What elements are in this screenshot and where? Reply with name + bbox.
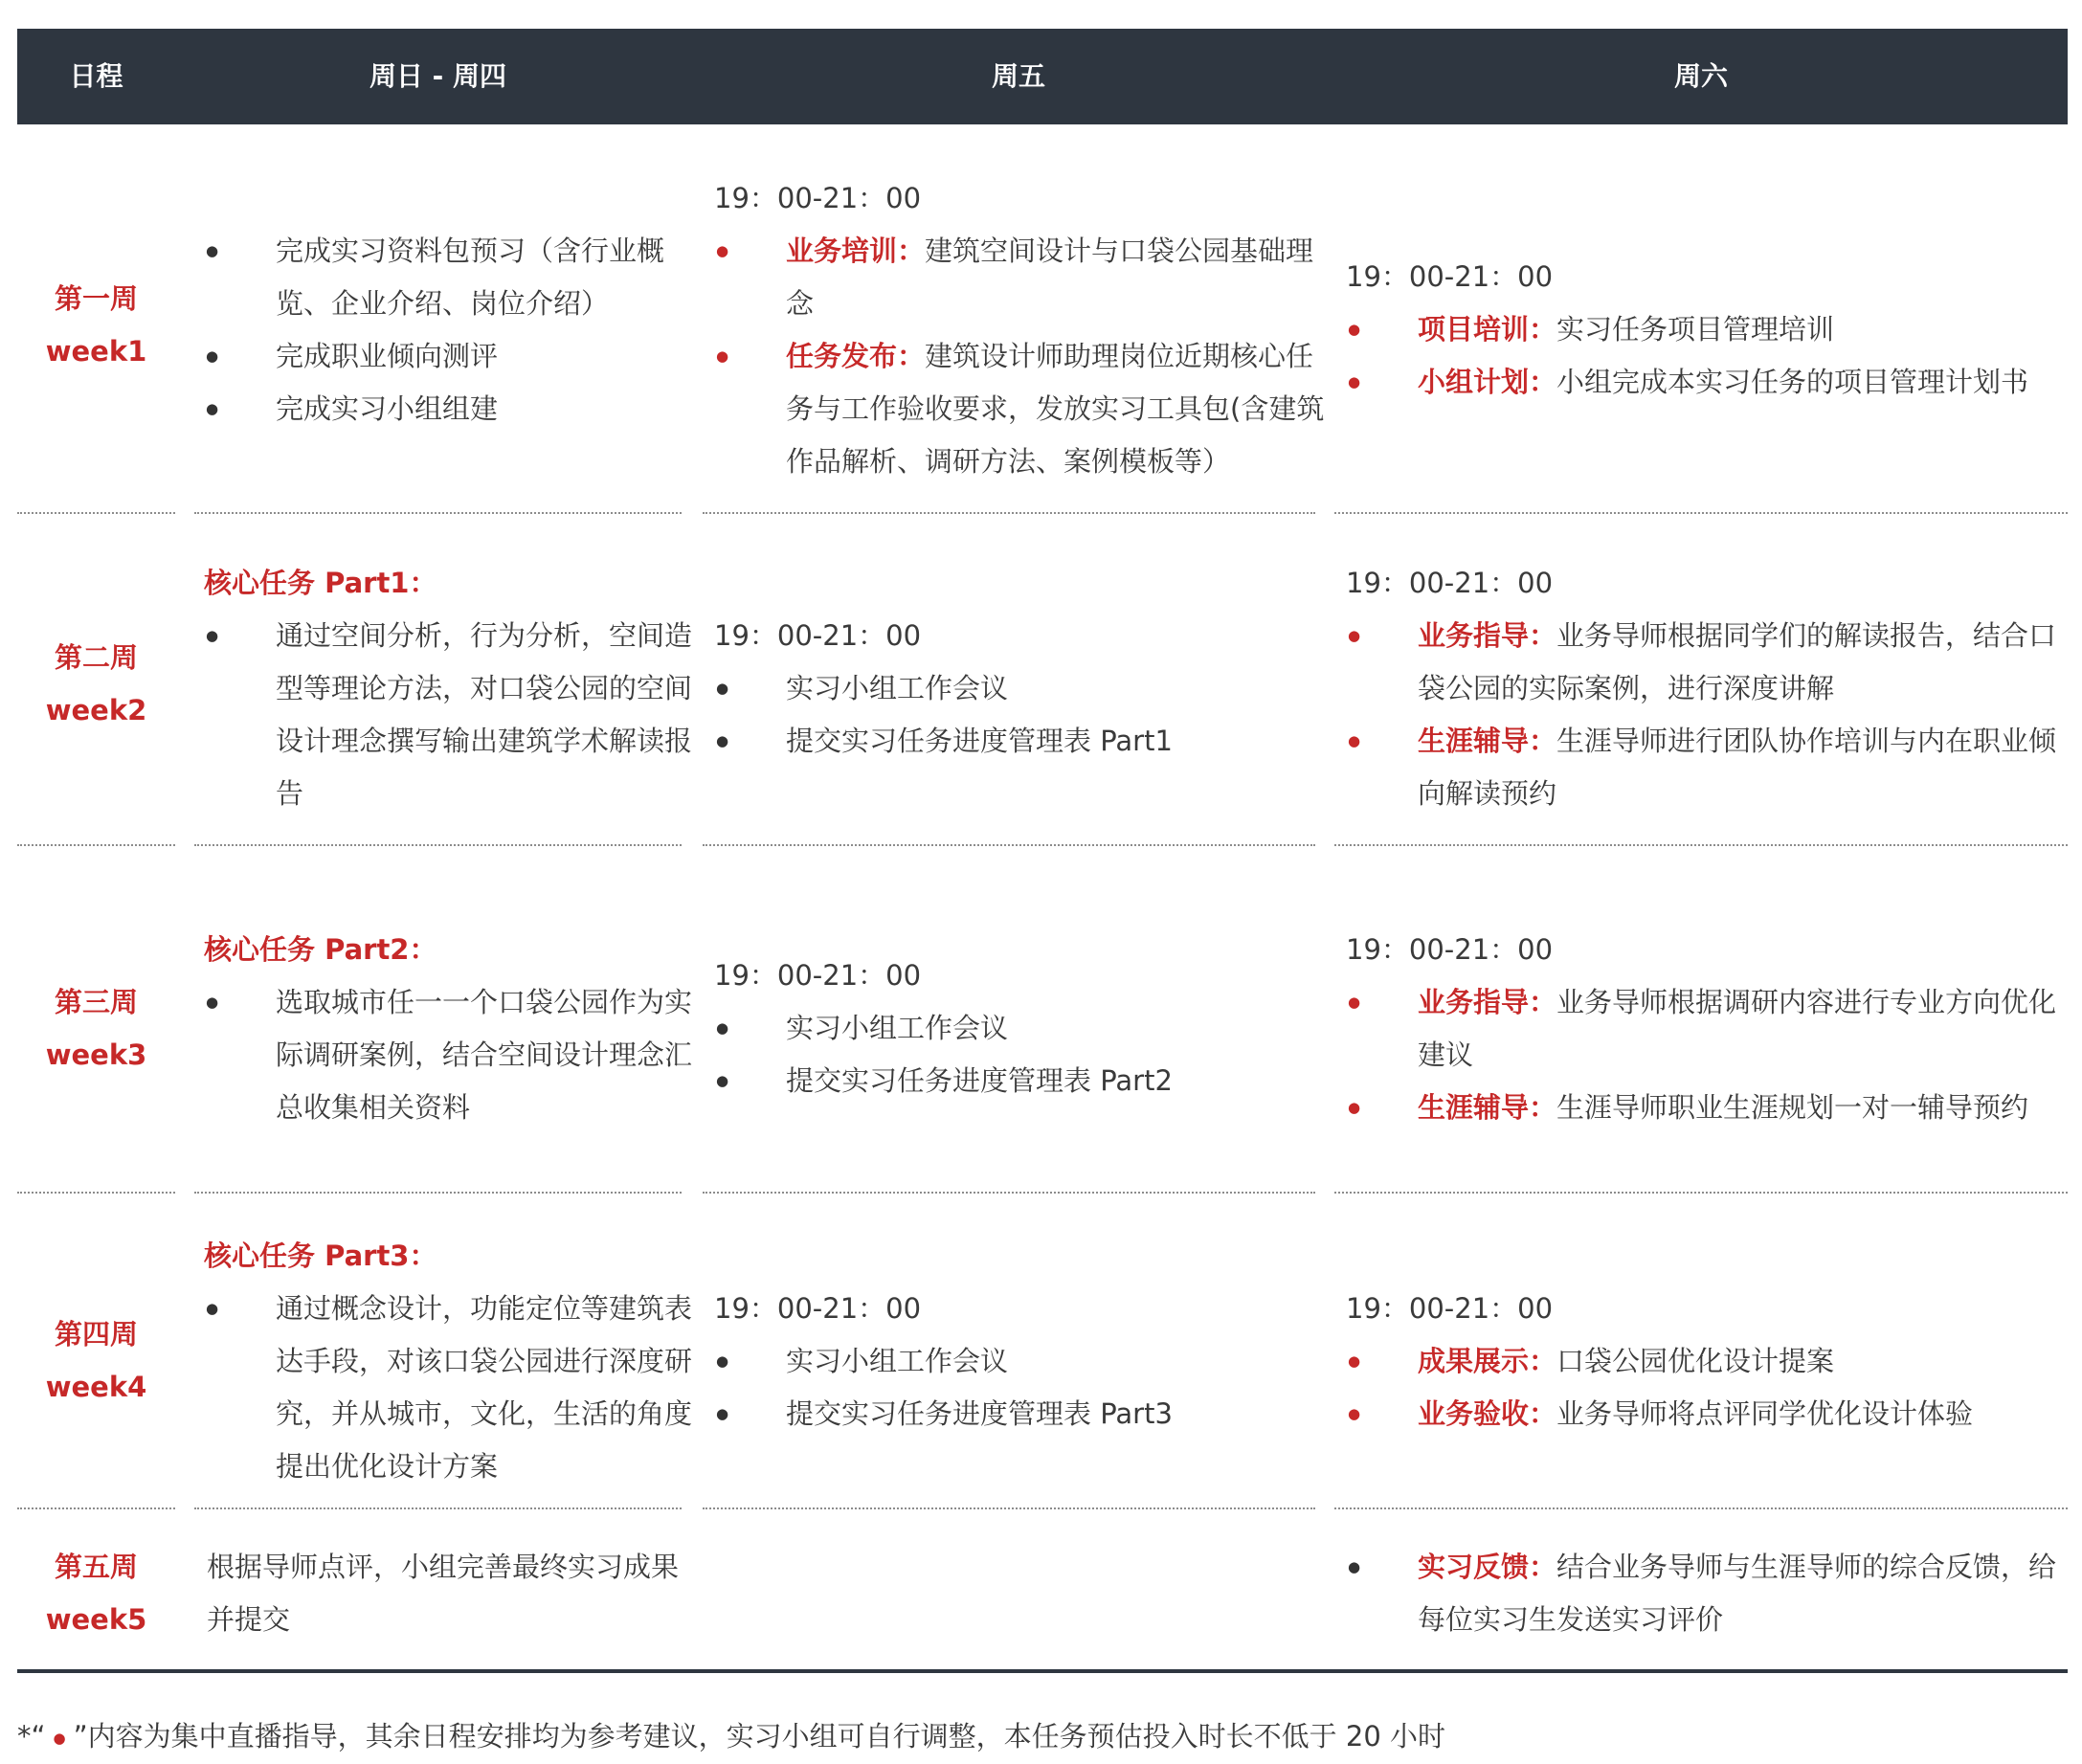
session-text: 业务导师根据同学们的解读报告，结合口袋公园的实际案例，进行深度讲解 <box>1418 619 2057 704</box>
task-item: ● 完成职业倾向测评 <box>204 330 692 383</box>
core-task-title: 核心任务 Part2： <box>204 933 437 966</box>
schedule-table <box>17 29 2068 1673</box>
task-item: ● 完成实习小组组建 <box>204 383 692 435</box>
task-item: ● 实习小组工作会议 <box>714 1002 1327 1055</box>
table-header <box>17 29 2068 124</box>
session-text: 建筑空间设计与口袋公园基础理念 <box>786 234 1314 320</box>
row-divider <box>1334 1192 2068 1194</box>
session-text: 生涯导师进行团队协作培训与内在职业倾向解读预约 <box>1418 725 2057 810</box>
header-sat: 周六 <box>1673 60 1728 92</box>
header-schedule: 日程 <box>69 60 123 92</box>
session-label: 成果展示： <box>1418 1345 1557 1377</box>
session-item <box>1346 356 2064 409</box>
week-label-cn: 第四周 <box>54 1318 138 1351</box>
row-divider <box>1334 1507 2068 1509</box>
session-label: 生涯辅导： <box>1418 1091 1557 1124</box>
session-text: 生涯导师职业生涯规划一对一辅导预约 <box>1556 1091 2029 1124</box>
session-label: 小组计划： <box>1418 366 1557 398</box>
core-task-title: 核心任务 Part3： <box>204 1239 437 1272</box>
week3-sun-thu <box>204 924 692 1134</box>
week1-sat <box>1346 251 2064 409</box>
session-time: 19：00-21：00 <box>714 959 922 992</box>
session-time: 19：00-21：00 <box>1346 1292 1554 1325</box>
core-task-title: 核心任务 Part1： <box>204 567 437 599</box>
session-text: 小组完成本实习任务的项目管理计划书 <box>1556 366 2029 398</box>
session-time: 19：00-21：00 <box>1346 260 1554 293</box>
week1-sun-thu <box>204 225 692 435</box>
footnote <box>17 1715 1445 1754</box>
session-text: 业务导师根据调研内容进行专业方向优化建议 <box>1418 986 2057 1071</box>
row-divider <box>17 1507 175 1509</box>
week-label <box>17 632 175 737</box>
task-item: ● 实习小组工作会议 <box>714 662 1327 715</box>
session-item <box>714 330 1327 488</box>
week5-sat <box>1346 1541 2064 1646</box>
task-item: ● 实习小组工作会议 <box>714 1335 1327 1388</box>
session-time: 19：00-21：00 <box>1346 933 1554 966</box>
row-divider <box>194 1507 682 1509</box>
session-label: 实习反馈： <box>1418 1551 1557 1583</box>
row-divider <box>1334 512 2068 514</box>
week4-sun-thu <box>204 1230 692 1493</box>
row-divider <box>703 1507 1315 1509</box>
row-divider <box>17 844 175 846</box>
week2-sun-thu <box>204 557 692 820</box>
session-label: 业务验收： <box>1418 1397 1557 1430</box>
session-text: 业务导师将点评同学优化设计体验 <box>1556 1397 1974 1430</box>
week3-fri <box>714 949 1327 1107</box>
row-divider <box>194 512 682 514</box>
session-time: 19：00-21：00 <box>1346 567 1554 599</box>
week-label <box>17 1308 175 1414</box>
week2-fri <box>714 610 1327 768</box>
session-time: 19：00-21：00 <box>714 1292 922 1325</box>
week5-sun-thu: 根据导师点评，小组完善最终实习成果并提交 <box>207 1551 680 1636</box>
task-item: ● 提交实习任务进度管理表 Part1 <box>714 715 1327 768</box>
week-label-cn: 第五周 <box>54 1551 138 1583</box>
row-divider <box>17 1192 175 1194</box>
task-item: ● 通过空间分析，行为分析，空间造型等理论方法，对口袋公园的空间设计理念撰写输出建筑学术解读报告 <box>204 610 692 820</box>
row-divider <box>703 1192 1315 1194</box>
session-label: 业务指导： <box>1418 986 1557 1018</box>
row-divider <box>17 512 175 514</box>
session-item <box>1346 610 2064 715</box>
session-time: 19：00-21：00 <box>714 619 922 652</box>
row-divider <box>194 1192 682 1194</box>
session-item <box>714 225 1327 330</box>
session-label: 业务指导： <box>1418 619 1557 652</box>
session-text: 建筑设计师助理岗位近期核心任务与工作验收要求，发放实习工具包(含建筑作品解析、调研方法、案例模板等） <box>786 340 1325 478</box>
session-text: 口袋公园优化设计提案 <box>1556 1345 1835 1377</box>
week4-sat <box>1346 1283 2064 1440</box>
week-label <box>17 273 175 378</box>
session-text: 实习任务项目管理培训 <box>1556 313 1835 346</box>
week-label-en: week2 <box>45 694 147 726</box>
task-item: ● 提交实习任务进度管理表 Part2 <box>714 1055 1327 1107</box>
session-item <box>1346 1082 2064 1134</box>
week2-sat <box>1346 557 2064 820</box>
session-label: 生涯辅导： <box>1418 725 1557 757</box>
header-sun-thu: 周日 - 周四 <box>369 60 507 92</box>
task-item: ● 选取城市任一一个口袋公园作为实际调研案例，结合空间设计理念汇总收集相关资料 <box>204 976 692 1134</box>
task-item: ● 完成实习资料包预习（含行业概览、企业介绍、岗位介绍） <box>204 225 692 330</box>
session-label: 项目培训： <box>1418 313 1557 346</box>
week4-fri <box>714 1283 1327 1440</box>
session-item <box>1346 1388 2064 1440</box>
header-fri: 周五 <box>991 60 1045 92</box>
week-label-cn: 第二周 <box>54 641 138 674</box>
week-label-cn: 第一周 <box>54 282 138 315</box>
session-label: 业务培训： <box>786 234 926 267</box>
session-item <box>1346 303 2064 356</box>
session-label: 任务发布： <box>786 340 926 372</box>
week3-sat <box>1346 924 2064 1134</box>
week-label-en: week4 <box>45 1371 147 1403</box>
task-item: ● 通过概念设计，功能定位等建筑表达手段，对该口袋公园进行深度研究，并从城市，文化，生活的角度提出优化设计方案 <box>204 1283 692 1493</box>
footnote-text: ”内容为集中直播指导，其余日程安排均为参考建议，实习小组可自行调整，本任务预估投入时长不低于 20 小时 <box>73 1720 1445 1753</box>
task-item: ● 提交实习任务进度管理表 Part3 <box>714 1388 1327 1440</box>
week-label-en: week1 <box>45 335 147 368</box>
week-label <box>17 976 175 1082</box>
week-label-en: week5 <box>45 1603 147 1636</box>
row-divider <box>194 844 682 846</box>
session-time: 19：00-21：00 <box>714 182 922 214</box>
session-item <box>1346 976 2064 1082</box>
session-item <box>1346 715 2064 820</box>
week-label <box>17 1541 175 1646</box>
footnote-prefix: *“ <box>17 1720 46 1753</box>
session-item <box>1346 1541 2064 1646</box>
row-divider <box>703 844 1315 846</box>
week-label-cn: 第三周 <box>54 986 138 1018</box>
row-divider <box>1334 844 2068 846</box>
session-item <box>1346 1335 2064 1388</box>
week1-fri <box>714 172 1327 488</box>
live-bullet-icon: ● <box>53 1730 66 1747</box>
week-label-en: week3 <box>45 1038 147 1071</box>
row-divider <box>703 512 1315 514</box>
session-text: 结合业务导师与生涯导师的综合反馈，给每位实习生发送实习评价 <box>1418 1551 2057 1636</box>
